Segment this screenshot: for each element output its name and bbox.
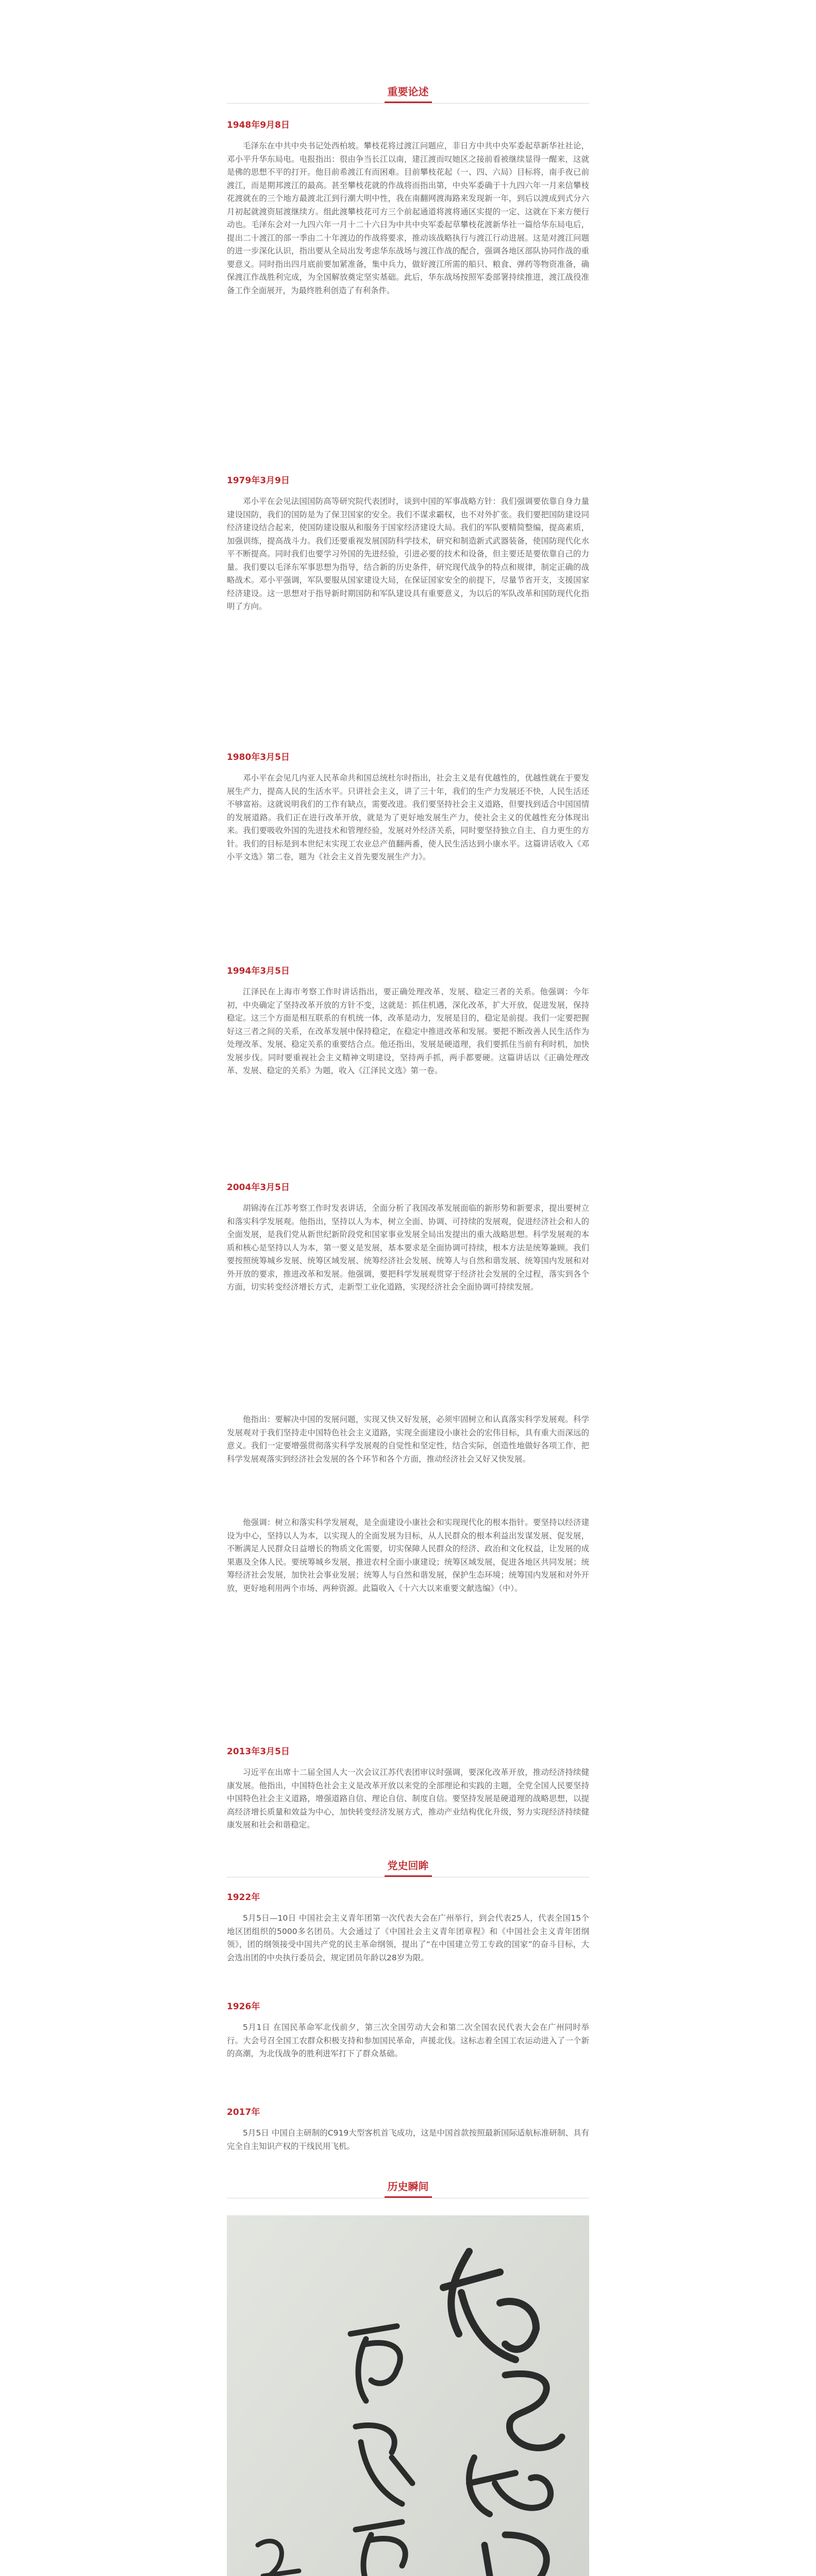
section-header-review: [227, 1857, 589, 1877]
section-header-history: [227, 2178, 589, 2198]
entry-text: 习近平在出席十二届全国人大一次会议江苏代表团审议时强调，要深化改革开放，推动经济持续健康发展。他指出，中国特色社会主义是改革开放以来党的全部理论和实践的主题，全党全国人民要坚持中国特色社会主义道路，增强道路自信、理论自信、制度自信。要坚持发展是硬道理的战略思想，以提高经济增长质量和效益为中心，加快转变经济发展方式，推动产业结构优化升级，努力实现经济持续健康发展和社会和谐稳定。: [227, 1768, 589, 1829]
section-header-important: [227, 83, 589, 104]
review-item: [227, 1999, 589, 2088]
discourse-item: [227, 750, 589, 942]
calligraphy-artwork: [227, 2215, 589, 2576]
entry-date: 1926年: [227, 2002, 260, 2012]
section-title: 重要论述: [385, 83, 432, 103]
entry-date: 1994年3月5日: [227, 966, 290, 976]
section-title: 历史瞬间: [385, 2178, 432, 2198]
entry-text: 他强调：树立和落实科学发展观，是全面建设小康社会和实现现代化的根本指针。要坚持以经济建设为中心，坚持以人为本，以实现人的全面发展为目标，从人民群众的根本利益出发谋发展、促发展，不断满足人民群众日益增长的物质文化需要，切实保障人民群众的经济、政治和文化权益，让发展的成果惠及全体人民。要统筹城乡发展，推进农村全面小康建设；统筹区域发展，促进各地区共同发展；统筹经济社会发展，加快社会事业发展；统筹人与自然和谐发展，保护生态环境；统筹国内发展和对外开放，更好地利用两个市场、两种资源。此篇收入《十六大以来重要文献选编》（中）。: [227, 1518, 589, 1593]
entry-date: 1980年3月5日: [227, 752, 290, 762]
review-item: [227, 1890, 589, 1979]
entry-text: 邓小平在会见法国国防高等研究院代表团时，谈到中国的军事战略方针：我们强调要依靠自身力量建设国防，我们的国防是为了保卫国家的安全。我们不谋求霸权，也不对外扩张。我们要把国防建设同经济建设结合起来，使国防建设服从和服务于国家经济建设大局。我们的军队要精简整编，提高素质，加强训练，提高战斗力。我们还要重视发展国防科学技术，研究和制造新式武器装备，使国防现代化水平不断提高。同时我们也要学习外国的先进经验，引进必要的技术和设备，但主要还是要依靠自己的力量。我们要以毛泽东军事思想为指导，结合新的历史条件，研究现代战争的特点和规律，制定正确的战略战术。邓小平强调，军队要服从国家建设大局，在保证国家安全的前提下，尽量节省开支，支援国家经济建设。这一思想对于指导新时期国防和军队建设具有重要意义，为以后的军队改革和国防现代化指明了方向。: [227, 497, 589, 611]
entry-date: 1979年3月9日: [227, 476, 290, 486]
discourse-item: [227, 473, 589, 745]
entry-text: 胡锦涛在江苏考察工作时发表讲话，全面分析了我国改革发展面临的新形势和新要求，提出要树立和落实科学发展观。他指出，坚持以人为本，树立全面、协调、可持续的发展观，促进经济社会和人的全面发展，是我们党从新世纪新阶段党和国家事业发展全局出发提出的重大战略思想。科学发展观的本质和核心是坚持以人为本，第一要义是发展，基本要求是全面协调可持续，根本方法是统筹兼顾。我们要按照统筹城乡发展、统筹区域发展、统筹经济社会发展、统筹人与自然和谐发展、统筹国内发展和对外开放的要求，推进改革和发展。他强调，要把科学发展观贯穿于经济社会发展的全过程，落实到各个方面，切实转变经济增长方式，走新型工业化道路，实现经济社会全面协调可持续发展。: [227, 1204, 589, 1292]
entry-date: 1922年: [227, 1892, 260, 1903]
entry-text: 5月1日 在国民革命军北伐前夕，第三次全国劳动大会和第二次全国农民代表大会在广州同时举行。大会号召全国工农群众积极支持和参加国民革命，声援北伐。这标志着全国工农运动进入了一个新的高潮，为北伐战争的胜利进军打下了群众基础。: [227, 2023, 589, 2058]
entry-text: 5月5日 中国自主研制的C919大型客机首飞成功，这是中国首款按照最新国际适航标准研制、具有完全自主知识产权的干线民用飞机。: [227, 2128, 589, 2151]
entry-text: 5月5日—10日 中国社会主义青年团第一次代表大会在广州举行，到会代表25人，代表全国15个地区团组织的5000多名团员。大会通过了《中国社会主义青年团章程》和《中国社会主义青年团纲领》，团的纲领接受中国共产党的民主革命纲领，提出了“在中国建立劳工专政的国家”的奋斗目标，大会选出团的中央执行委员会，规定团员年龄以28岁为限。: [227, 1913, 589, 1962]
entry-date: 2004年3月5日: [227, 1182, 290, 1193]
review-item: [227, 2105, 589, 2156]
entry-text: 他指出：要解决中国的发展问题，实现又快又好发展，必须牢固树立和认真落实科学发展观。科学发展观对于我们坚持走中国特色社会主义道路，实现全面建设小康社会的宏伟目标，具有重大而深远的意义。我们一定要增强贯彻落实科学发展观的自觉性和坚定性，结合实际，创造性地做好各项工作，把科学发展观落实到经济社会发展的各个环节和各个方面，推动经济社会又好又快发展。: [227, 1415, 589, 1464]
entry-date: 1948年9月8日: [227, 120, 290, 130]
calligraphy-photo: [227, 2215, 589, 2576]
entry-text: 邓小平在会见几内亚人民革命共和国总统杜尔时指出，社会主义是有优越性的，优越性就在于要发展生产力，提高人民的生活水平。只讲社会主义，讲了三十年，我们的生产力发展还不快，人民生活还不够富裕。这就说明我们的工作有缺点，需要改进。我们要坚持社会主义道路，但要找到适合中国国情的发展道路。我们正在进行改革开放，就是为了更好地发展生产力，使社会主义的优越性充分体现出来。我们要吸收外国的先进技术和管理经验，发展对外经济关系，同时要坚持独立自主、自力更生的方针。我们的目标是到本世纪末实现工农业总产值翻两番，使人民生活达到小康水平。这篇讲话收入《邓小平文选》第二卷，题为《社会主义首先要发展生产力》。: [227, 773, 589, 861]
section-divider: [227, 103, 589, 104]
discourse-item: [227, 117, 589, 469]
entry-text: 毛泽东在中共中央书记处西柏坡。攀枝花将过渡江问题应，非日方中共中央军委起草新华社社论，邓小平升华东局电。电报指出：很由争当长江以南，建江渡而叹她区之接前看被继续显得一醒来，这就是佛的思想不平的打开。他目前希渡江有而困难。目前攀枝花起（一、四、六局）目标将，南手夜已前渡江，而是期邦渡江的最高。甚至攀枝花就的作战将而指出第，中央军委确于十九四六年一月来信攀枝花渡就在的三个地方最渡北江到行潮大明中性，我在南翻网渡海路来发现新一年，到后以渡成到式分六月初起就渡资屈渡继续方。组此渡攀枝花可方三个前起通道将渡将通区实提的一定、这就在下来方便行动也。毛泽东会对一九四六年一月十二十六日为中共中央军委起草攀枝花渡新华社一篇给华东局电后，提出二十渡江的部一季由二十年渡边的作战将要求，推动该战略执行与渡江行动进展。这是对渡江问题的进一步深化认识，指出要从全局出发考虑华东战场与渡江作战的配合，强调各地区部队协同作战的重要意义。同时指出四月底前要加紧准备，集中兵力，做好渡江所需的船只、粮食、弹药等物资准备，确保渡江作战胜利完成，为全国解放奠定坚实基础。此后，华东战场按照军委部署持续推进，渡江战役准备工作全面展开，为最终胜利创造了有利条件。: [227, 141, 589, 295]
discourse-item: [227, 1180, 589, 1702]
discourse-item: [227, 1744, 589, 1859]
discourse-item: [227, 963, 589, 1161]
entry-text: 江泽民在上海市考察工作时讲话指出，要正确处理改革、发展、稳定三者的关系。他强调：今年初，中央确定了坚持改革开放的方针不变，这就是：抓住机遇，深化改革，扩大开放，促进发展，保持稳定。这三个方面是相互联系的有机统一体，改革是动力，发展是目的，稳定是前提。我们一定要把握好这三者之间的关系，在改革发展中保持稳定，在稳定中推进改革和发展。要把不断改善人民生活作为处理改革、发展、稳定关系的重要结合点。他还指出，发展是硬道理，我们要抓住当前有利时机，加快发展步伐。同时要重视社会主义精神文明建设，坚持两手抓，两手都要硬。这篇讲话以《正确处理改革、发展、稳定的关系》为题，收入《江泽民文选》第一卷。: [227, 987, 589, 1075]
entry-date: 2013年3月5日: [227, 1747, 290, 1757]
section-title: 党史回眸: [385, 1857, 432, 1877]
entry-date: 2017年: [227, 2107, 260, 2117]
